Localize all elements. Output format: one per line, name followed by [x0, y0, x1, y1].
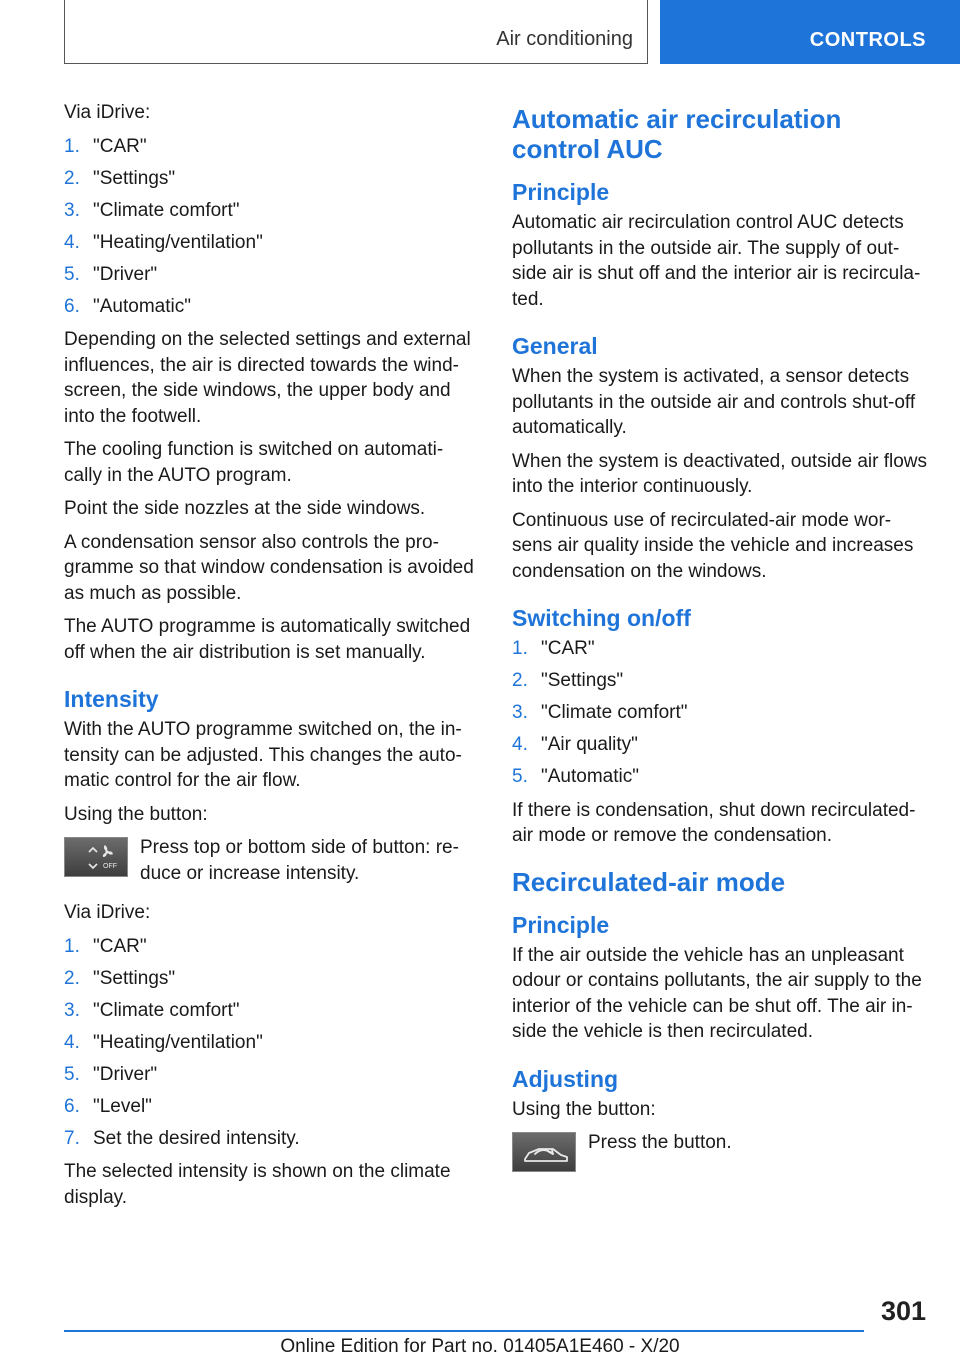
list-item-number: 4.: [64, 1031, 80, 1053]
list-item-number: 1.: [64, 135, 80, 157]
list-item-text: "Driver": [93, 263, 158, 285]
page-header: [0, 0, 960, 66]
list-item-number: 6.: [64, 1095, 80, 1117]
idrive-steps-list-2: [64, 934, 480, 1152]
list-item-number: 5.: [64, 1063, 80, 1085]
chapter-title: CONTROLS: [809, 29, 926, 51]
list-item: [512, 636, 930, 662]
list-item: [64, 998, 480, 1024]
idrive-steps-list-1: [64, 134, 480, 320]
list-item-text: "CAR": [93, 935, 147, 957]
idrive-steps-list-3: [512, 636, 930, 790]
general-paragraph: When the system is deactivated, outside air flows into the interior continuously.: [512, 450, 928, 497]
list-item-number: 2.: [64, 967, 80, 989]
list-item-text: "Climate comfort": [93, 999, 240, 1021]
recirculation-button-icon: [512, 1132, 576, 1172]
fan-button-figure: [64, 835, 480, 886]
body-paragraph: Point the side nozzles at the side windows.: [64, 498, 426, 519]
intensity-heading: Intensity: [64, 686, 159, 712]
list-item: [512, 668, 930, 694]
list-item: [64, 198, 480, 224]
list-item-number: 5.: [64, 263, 80, 285]
edition-footer: Online Edition for Part no. 01405A1E460 - X/20: [280, 1336, 680, 1357]
recirculation-button-instruction: Press the button.: [588, 1132, 732, 1153]
list-item-number: 2.: [64, 167, 80, 189]
via-idrive-label: Via iDrive:: [64, 902, 151, 923]
list-item: [64, 134, 480, 160]
list-item: [64, 934, 480, 960]
list-item-text: "Automatic": [93, 295, 191, 317]
list-item-number: 3.: [64, 999, 80, 1021]
list-item-number: 3.: [512, 702, 528, 723]
list-item: [64, 262, 480, 288]
left-column: [64, 100, 480, 1218]
list-item-text: "Level": [93, 1095, 152, 1117]
general-paragraph: When the system is activated, a sensor detects pollutants in the outside air and controls shut-off automatically.: [512, 366, 916, 438]
principle-heading: Principle: [512, 911, 610, 938]
general-paragraph: Continuous use of recirculated-air mode wor-sens air quality inside the vehicle and increases condensation on the windows.: [512, 509, 914, 582]
recirculated-air-heading: Recirculated-air mode: [512, 866, 786, 897]
body-paragraph: The selected intensity is shown on the climate display.: [64, 1161, 451, 1208]
list-item-number: 4.: [512, 734, 528, 755]
list-item-text: "Driver": [93, 1063, 158, 1085]
body-paragraph: Depending on the selected settings and external influences, the air is directed towards the wind-screen, the side windows, the upper body and into the footwell.: [64, 329, 471, 427]
list-item-text: "Climate comfort": [541, 702, 688, 723]
list-item-number: 1.: [64, 935, 80, 957]
body-paragraph: The cooling function is switched on automati-cally in the AUTO program.: [64, 439, 444, 486]
list-item-text: "CAR": [541, 638, 595, 659]
list-item-text: "Heating/ventilation": [93, 1031, 263, 1053]
recirculation-button-figure: [512, 1130, 930, 1172]
fan-button-instruction: Press top or bottom side of button: re-duce or increase intensity.: [140, 837, 459, 884]
list-item: [64, 294, 480, 320]
list-item-text: "Climate comfort": [93, 199, 240, 221]
list-item: [512, 764, 930, 790]
using-button-label: Using the button:: [64, 803, 208, 825]
section-tab: [64, 0, 648, 64]
general-heading: General: [512, 333, 598, 359]
list-item: [64, 966, 480, 992]
via-idrive-label: Via iDrive:: [64, 102, 151, 123]
list-item: [512, 700, 930, 726]
list-item: [64, 1062, 480, 1088]
list-item: [64, 1094, 480, 1120]
adjusting-heading: Adjusting: [512, 1065, 619, 1092]
principle-paragraph: If the air outside the vehicle has an unpleasant odour or contains pollutants, the air supply to the interior of the vehicle can be shut off. The air in-side the vehicle is then recirculated.: [512, 944, 922, 1042]
auc-heading: Automatic air recirculation control AUC: [512, 104, 842, 164]
list-item-number: 6.: [64, 295, 80, 317]
right-column: [512, 100, 930, 1186]
switching-paragraph: If there is condensation, shut down recirculated-air mode or remove the condensation.: [512, 799, 916, 846]
list-item: [64, 1030, 480, 1056]
switching-heading: Switching on/off: [512, 605, 691, 631]
list-item: [64, 166, 480, 192]
list-item-number: 4.: [64, 231, 80, 253]
list-item-text: "Settings": [541, 670, 624, 691]
section-title: Air conditioning: [496, 28, 633, 50]
intensity-paragraph: With the AUTO programme switched on, the in-tensity can be adjusted. This changes the auto-matic control for the air flow.: [64, 719, 462, 791]
list-item-number: 3.: [64, 199, 80, 221]
principle-heading: Principle: [512, 179, 610, 205]
list-item-text: "Settings": [93, 967, 176, 989]
list-item-number: 2.: [512, 670, 528, 691]
list-item-number: 1.: [512, 638, 528, 659]
list-item-text: "Heating/ventilation": [93, 231, 263, 253]
body-paragraph: A condensation sensor also controls the pro-gramme so that window condensation is avoided as much as possible.: [64, 531, 474, 604]
list-item-number: 7.: [64, 1127, 80, 1149]
list-item: [512, 732, 930, 758]
using-button-label: Using the button:: [512, 1098, 656, 1120]
page-number: 301: [880, 1296, 926, 1326]
principle-paragraph: Automatic air recirculation control AUC detects pollutants in the outside air. The supply of out-side air is shut off and the interior air is recircula-ted.: [512, 212, 921, 310]
list-item-text: "Settings": [93, 167, 176, 189]
list-item: [64, 1126, 480, 1152]
list-item-text: Set the desired intensity.: [93, 1127, 300, 1149]
list-item-text: "Automatic": [541, 766, 639, 787]
svg-text:OFF: OFF: [103, 863, 117, 870]
list-item-text: "Air quality": [541, 734, 638, 755]
body-paragraph: The AUTO programme is automatically switched off when the air distribution is set manually.: [64, 616, 471, 663]
list-item-text: "CAR": [93, 135, 147, 157]
list-item-number: 5.: [512, 766, 528, 787]
footer-divider: [64, 1330, 864, 1332]
fan-intensity-button-icon: [64, 837, 128, 877]
chapter-tab: [660, 0, 960, 64]
list-item: [64, 230, 480, 256]
